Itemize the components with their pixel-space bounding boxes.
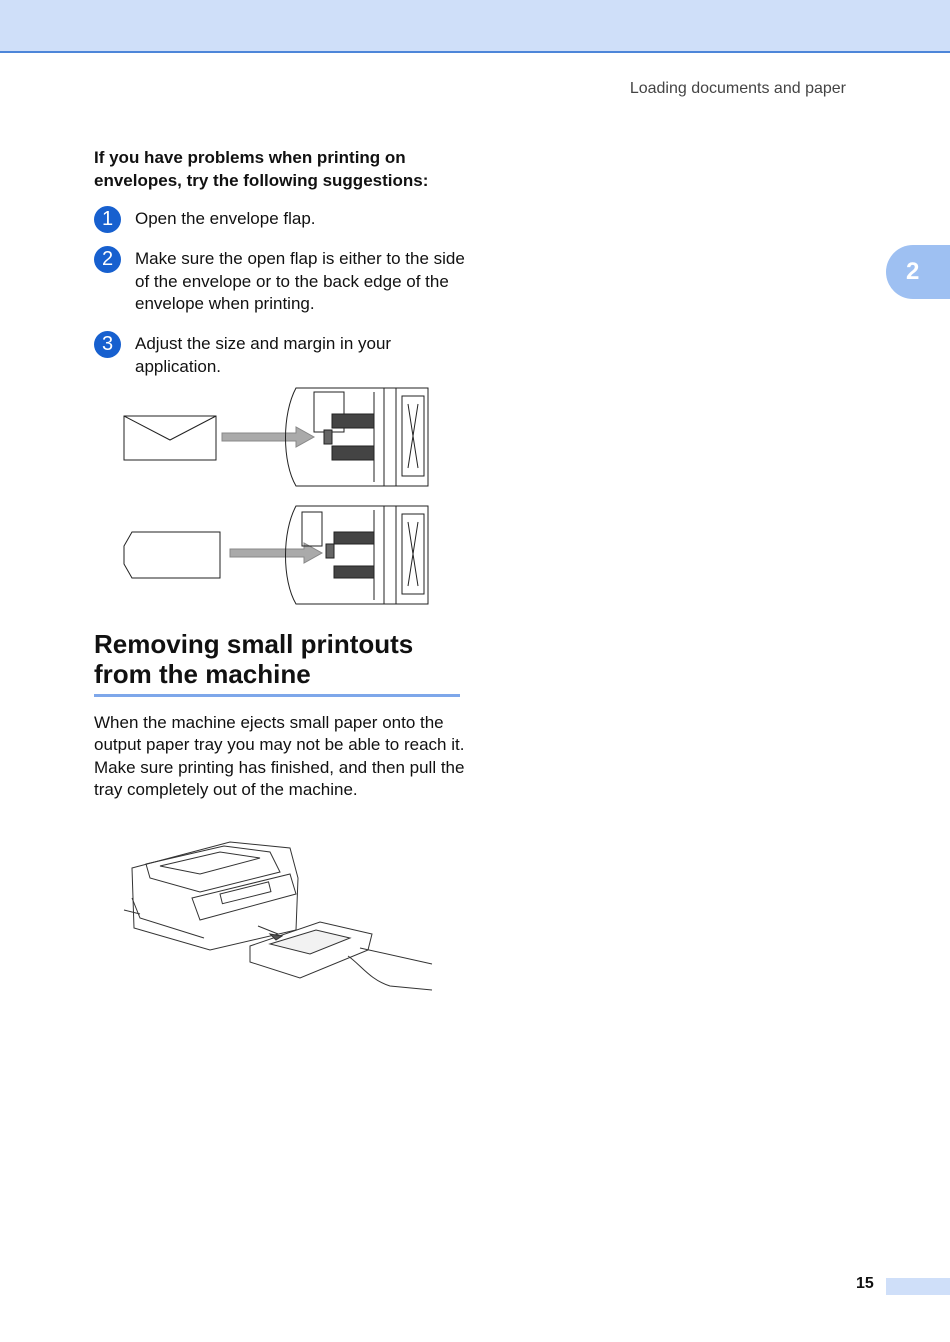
envelope-loading-figure <box>118 384 438 610</box>
step-text: Adjust the size and margin in your application. <box>135 334 392 376</box>
step-number: 1 <box>94 206 121 233</box>
chapter-number: 2 <box>906 258 920 285</box>
header-band <box>0 0 950 53</box>
step-text: Open the envelope flap. <box>135 209 316 228</box>
chapter-tab <box>886 245 950 299</box>
step-text: Make sure the open flap is either to the side of the envelope or to the back edge of the envelope when printing. <box>135 249 465 313</box>
envelope-intro: If you have problems when printing on envelopes, try the following suggestions: <box>94 148 429 190</box>
tray-removal-figure <box>120 838 436 998</box>
footer-band <box>886 1278 950 1295</box>
step-number: 3 <box>94 331 121 358</box>
heading-rule <box>94 694 460 697</box>
section-body: When the machine ejects small paper onto the output paper tray you may not be able to reach it. Make sure printing has finished, and then pull the tray completely out of the machine. <box>94 713 465 799</box>
page-number: 15 <box>856 1275 874 1292</box>
running-title: Loading documents and paper <box>629 80 846 97</box>
step-number: 2 <box>94 246 121 273</box>
section-heading: Removing small printouts from the machine <box>94 629 414 689</box>
